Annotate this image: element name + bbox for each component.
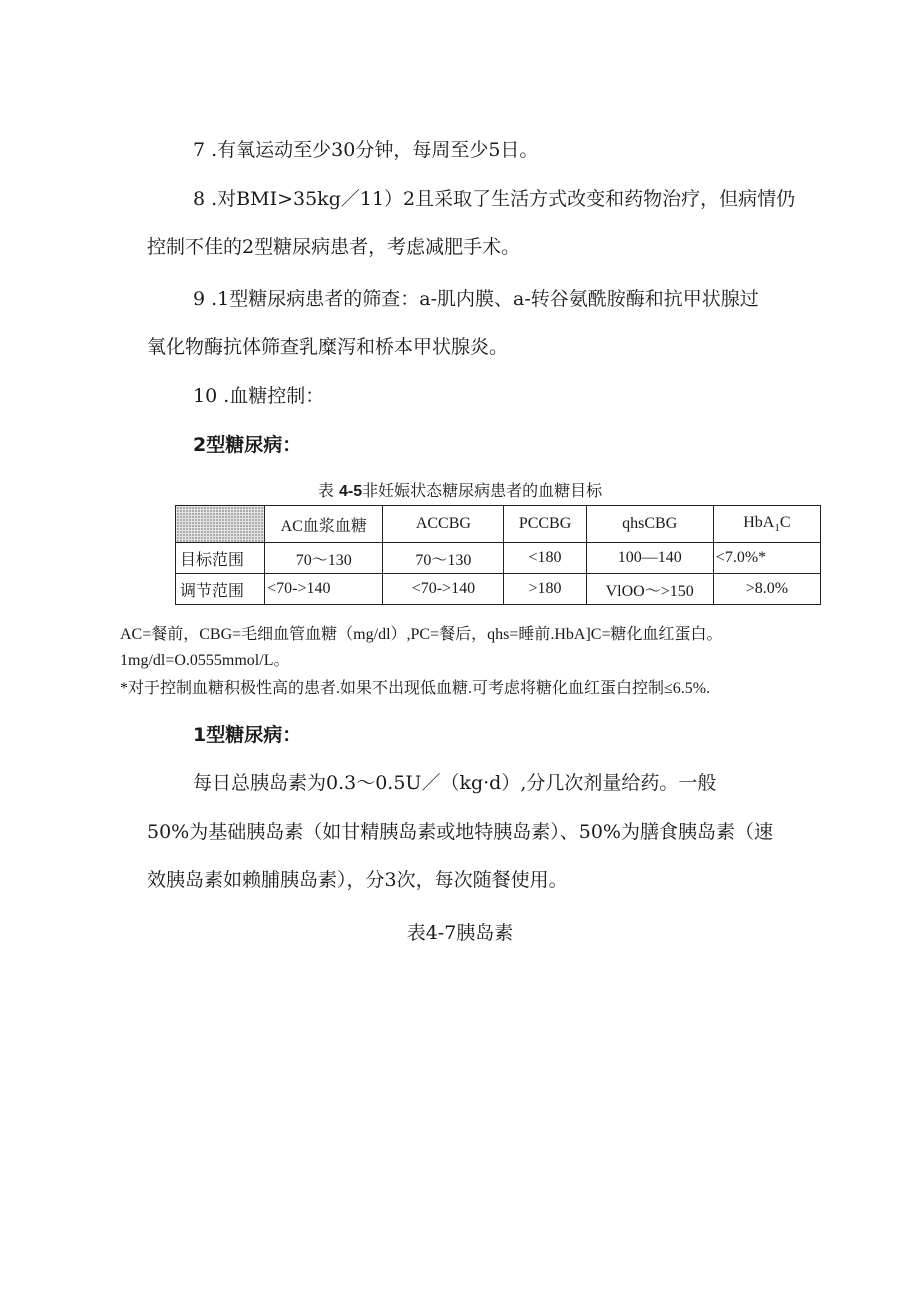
type1-paragraph-line1: 每日总胰岛素为0.3～0.5U／（kg·d）,分几次剂量给药。一般: [193, 772, 717, 794]
table-cell: <70->140: [265, 574, 383, 605]
hba1c-label-main: HbA: [743, 513, 775, 531]
table-4-7-caption: 表4-7胰岛素: [406, 922, 514, 944]
table-corner-cell: [176, 506, 265, 543]
table-cell: 100—140: [586, 543, 713, 574]
table-cell: <180: [504, 543, 586, 574]
table-cell: <7.0%*: [713, 543, 820, 574]
heading-type2-diabetes: 2型糖尿病：: [193, 434, 302, 456]
table-note-footnote: *对于控制血糖积极性高的患者.如果不出现低血糖.可考虑将糖化血红蛋白控制≤6.5%.: [120, 680, 711, 697]
type1-paragraph-line2: 50%为基础胰岛素（如甘精胰岛素或地特胰岛素）、50%为膳食胰岛素（速: [147, 821, 773, 843]
list-item-7: 7 .有氧运动至少30分钟，每周至少5日。: [193, 139, 539, 161]
list-item-9-line1: 9 .1型糖尿病患者的筛查：a-肌内膜、a-转谷氨酰胺酶和抗甲状腺过: [193, 288, 759, 310]
hba1c-label-suffix: C: [779, 513, 791, 531]
column-header: PCCBG: [504, 506, 586, 543]
table-row: [176, 543, 821, 574]
row-label: 目标范围: [176, 543, 265, 574]
table-row: [176, 574, 821, 605]
table-note-conversion: 1mg/dl=O.0555mmol/L。: [120, 652, 290, 669]
type1-paragraph-line3: 效胰岛素如赖脯胰岛素），分3次，每次随餐使用。: [147, 869, 568, 891]
table-caption-prefix: 表: [317, 481, 334, 500]
table-caption-number: 4-5: [338, 483, 363, 500]
heading-type1-diabetes: 1型糖尿病：: [193, 724, 302, 746]
table-note-abbreviations: AC=餐前，CBG=毛细血管血糖（mg/dl）,PC=餐后，qhs=睡前.HbA]C=糖化血红蛋白。: [120, 626, 723, 643]
table-cell: 70～130: [265, 543, 383, 574]
table-header-row: [176, 506, 821, 543]
column-header: ACCBG: [383, 506, 504, 543]
list-item-8-line2: 控制不佳的2型糖尿病患者，考虑减肥手术。: [147, 236, 521, 258]
table-cell: >8.0%: [713, 574, 820, 605]
list-item-9-line2: 氧化物酶抗体筛查乳糜泻和桥本甲状腺炎。: [147, 336, 509, 358]
table-cell: 70～130: [383, 543, 504, 574]
table-caption-title: 非妊娠状态糖尿病患者的血糖目标: [362, 481, 603, 500]
table-4-5-caption: [0, 481, 920, 502]
table-cell: VlOO～>150: [586, 574, 713, 605]
table-cell: >180: [504, 574, 586, 605]
list-item-10: 10 .血糖控制：: [193, 385, 325, 407]
column-header: qhsCBG: [586, 506, 713, 543]
column-header-hba1c: [713, 506, 820, 543]
row-label: 调节范围: [176, 574, 265, 605]
column-header: AC血浆血糖: [265, 506, 383, 543]
table-cell: <70->140: [383, 574, 504, 605]
list-item-8-line1: 8 .对BMI>35kg／11）2且采取了生活方式改变和药物治疗，但病情仍: [193, 188, 796, 210]
hba1c-subscript: 1: [774, 522, 780, 535]
glucose-targets-table: [175, 505, 821, 605]
